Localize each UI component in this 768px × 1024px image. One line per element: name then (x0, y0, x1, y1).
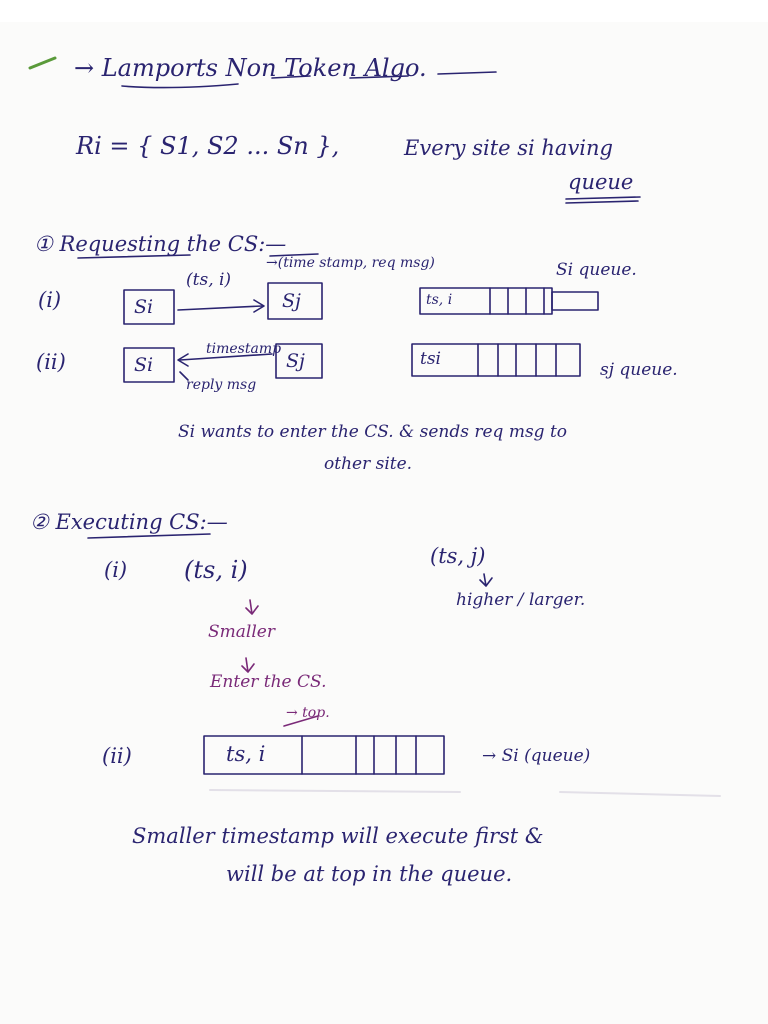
step1-ii-arrow-label: timestamp (206, 341, 282, 357)
step1-ii-reply-label: reply msg (186, 377, 257, 393)
step2-i-right-pair: (ts, j) (430, 544, 486, 568)
set-note: Every site si having (404, 136, 613, 160)
explanation-line2: other site. (324, 454, 413, 474)
step1-i-arrow-label: (ts, i) (186, 270, 232, 290)
step1-ii-queue-cell: tsi (420, 349, 441, 369)
page-title: → Lamports Non Token Algo. (74, 54, 427, 82)
step2-i-left-note: Smaller (208, 622, 275, 642)
step1-i-queue-caption: Si queue. (556, 260, 637, 280)
step1-ii-to-box: Sj (286, 350, 305, 372)
step2-ii-top-label: → top. (286, 705, 330, 721)
step2-ii-queue-cell: ts, i (226, 742, 266, 766)
step1-i-to-box: Sj (282, 290, 301, 312)
step2-i-left-pair: (ts, i) (184, 556, 248, 584)
section2-heading: ② Executing CS:— (30, 510, 228, 534)
step2-ii-label: (ii) (102, 744, 132, 768)
step2-ii-queue-caption: → Si (queue) (482, 746, 591, 766)
step1-i-label: (i) (38, 288, 62, 312)
set-note-queue: queue (568, 170, 634, 194)
section1-heading: ① Requesting the CS:— (34, 232, 287, 256)
step1-ii-queue-caption: sj queue. (600, 360, 678, 380)
set-definition: Ri = { S1, S2 ... Sn }, (76, 132, 340, 160)
step2-i-label: (i) (104, 558, 128, 582)
step1-ii-label: (ii) (36, 350, 66, 374)
step1-ii-from-box: Si (134, 354, 154, 376)
conclusion-line1: Smaller timestamp will execute first & (132, 824, 544, 848)
explanation-line1: Si wants to enter the CS. & sends req msg to (178, 422, 568, 442)
conclusion-line2: will be at top in the queue. (226, 862, 513, 886)
step1-i-queue-cell: ts, i (426, 292, 453, 308)
step1-i-from-box: Si (134, 296, 154, 318)
step2-i-right-note: higher / larger. (456, 590, 586, 610)
step2-i-result: Enter the CS. (210, 672, 327, 692)
section1-annotation: →(time stamp, req msg) (266, 255, 435, 271)
